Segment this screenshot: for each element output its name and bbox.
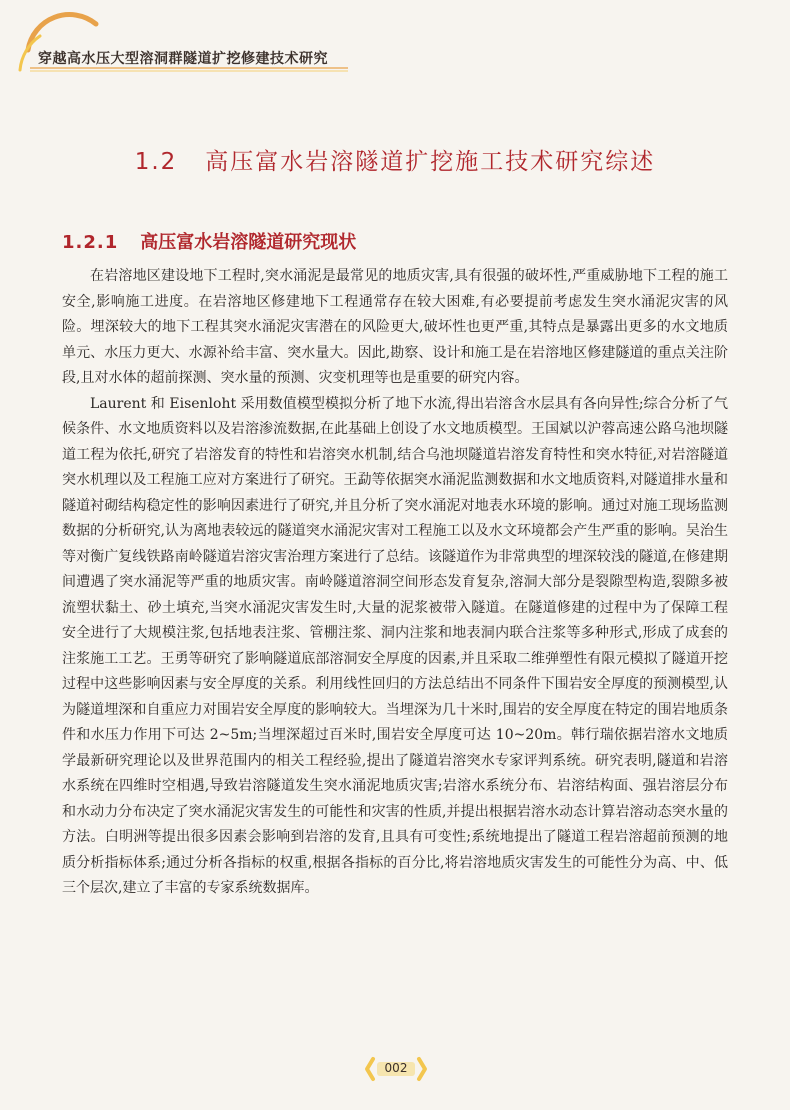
paragraph: 在岩溶地区建设地下工程时,突水涌泥是最常见的地质灾害,具有很强的破坏性,严重威胁地下工程的施工安全,影响施工进度。在岩溶地区修建地下工程通常存在较大困难,有必要提前考虑发生突水涌泥灾害的风险。埋深较大的地下工程其突水涌泥灾害潜在的风险更大,破坏性也更严重,其特点是暴露出更多的水文地质单元、水压力更大、水源补给丰富、突水量大。因此,勘察、设计和施工是在岩溶地区修建隧道的重点关注阶段,且对水体的超前探测、突水量的预测、灾变机理等也是重要的研究内容。	[62, 268, 728, 386]
running-title: 穿越高水压大型溶洞群隧道扩挖修建技术研究	[38, 51, 328, 67]
section-title	[0, 143, 790, 176]
page-number: 002	[384, 1061, 408, 1075]
running-header	[0, 0, 790, 110]
section-number: 1.2	[134, 149, 178, 175]
subsection-number: 1.2.1	[62, 232, 119, 253]
page-number-badge	[363, 1056, 429, 1082]
paragraph: Laurent 和 Eisenloht 采用数值模型模拟分析了地下水流,得出岩溶含水层具有各向异性;综合分析了气候条件、水文地质资料以及岩溶渗流数据,在此基础上创设了水文地质模型。王国斌以沪蓉高速公路乌池坝隧道工程为依托,研究了岩溶发育的特性和岩溶突水机制,结合乌池坝隧道岩溶发育特性和突水特征,对岩溶隧道突水机理以及工程施工应对方案进行了研究。王勐等依据突水涌泥监测数据和水文地质资料,对隧道排水量和隧道衬砌结构稳定性的影响因素进行了研究,并且分析了突水涌泥对地表水环境的影响。通过对施工现场监测数据的分析研究,认为离地表较远的隧道突水涌泥灾害对工程施工以及水文环境都会产生严重的影响。吴治生等对衡广复线铁路南岭隧道岩溶灾害治理方案进行了总结。该隧道作为非常典型的埋深较浅的隧道,在修建期间遭遇了突水涌泥等严重的地质灾害。南岭隧道溶洞空间形态发育复杂,溶洞大部分是裂隙型构造,裂隙多被流塑状黏土、砂土填充,当突水涌泥灾害发生时,大量的泥浆被带入隧道。在隧道修建的过程中为了保障工程安全进行了大规模注浆,包括地表注浆、管棚注浆、洞内注浆和地表洞内联合注浆等多种形式,形成了成套的注浆施工工艺。王勇等研究了影响隧道底部溶洞安全厚度的因素,并且采取二维弹塑性有限元模拟了隧道开挖过程中这些影响因素与安全厚度的关系。利用线性回归的方法总结出不同条件下围岩安全厚度的预测模型,认为隧道埋深和自重应力对围岩安全厚度的影响较大。当埋深为几十米时,围岩的安全厚度在特定的围岩地质条件和水压力作用下可达 2~5m;当埋深超过百米时,围岩安全厚度可达 10~20m。韩行瑞依据岩溶水文地质学最新研究理论以及世界范围内的相关工程经验,提出了隧道岩溶突水专家评判系统。研究表明,隧道和岩溶水系统在四维时空相遇,导致岩溶隧道发生突水涌泥地质灾害;岩溶水系统分布、岩溶结构面、强岩溶层分布和水动力分布决定了突水涌泥灾害发生的可能性和灾害的性质,并提出根据岩溶水动态计算岩溶动态突水量的方法。白明洲等提出很多因素会影响到岩溶的发育,且具有可变性;系统地提出了隧道工程岩溶超前预测的地质分析指标体系;通过分析各指标的权重,根据各指标的百分比,将岩溶地质灾害发生的可能性分为高、中、低三个层次,建立了丰富的专家系统数据库。	[62, 395, 728, 896]
body-text	[62, 264, 728, 902]
subsection-title-text: 高压富水岩溶隧道研究现状	[140, 232, 357, 253]
subsection-title	[62, 228, 356, 254]
section-title-text: 高压富水岩溶隧道扩挖施工技术研究综述	[205, 149, 656, 175]
